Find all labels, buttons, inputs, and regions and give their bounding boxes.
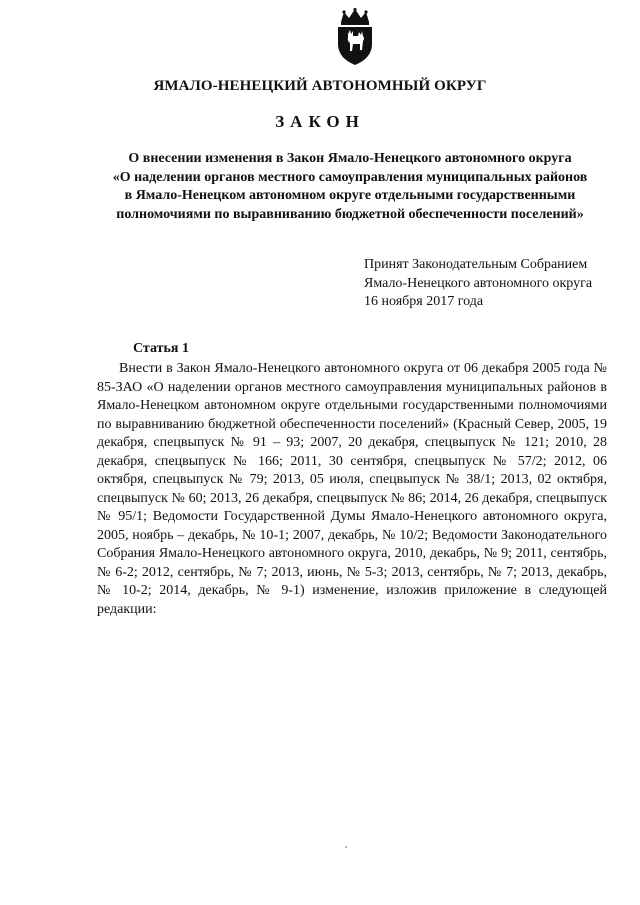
adoption-line: Принят Законодательным Собранием bbox=[364, 257, 588, 272]
article-title: Статья 1 bbox=[133, 341, 189, 356]
subject-line: О внесении изменения в Закон Ямало-Ненецкого автономного округа bbox=[128, 151, 572, 166]
adoption-line: Ямало-Ненецкого автономного округа bbox=[364, 275, 593, 291]
coat-of-arms-icon bbox=[334, 8, 376, 66]
law-subject bbox=[100, 150, 600, 224]
subject-line: «О наделении органов местного самоуправления муниципальных районов bbox=[112, 169, 588, 185]
subject-line: полномочиями по выравниванию бюджетной обеспеченности поселений» bbox=[116, 206, 584, 222]
subject-line: в Ямало-Ненецком автономном округе отдельными государственными bbox=[124, 188, 576, 203]
article-text: Внести в Закон Ямало-Ненецкого автономного округа от 06 декабря 2005 года № 85-ЗАО «О наделении органов местного самоуправления муниципальных районов в Ямало-Ненецком автономном округе отдельными государственными полномочиями по выравниванию бюджетной обеспеченности поселений» (Красный Север, 2005, 19 декабря, спецвыпуск № 91 – 93; 2007, 20 декабря, спецвыпуск № 121; 2010, 28 декабря, спецвыпуск № 166; 2011, 30 сентября, спецвыпуск № 57/2; 2012, 06 октября, спецвыпуск № 79; 2013, 05 июля, спецвыпуск № 38/1; 2013, 02 октября, спецвыпуск № 60; 2013, 26 декабря, спецвыпуск № 86; 2014, 26 декабря, спецвыпуск № 95/1; Ведомости Государственной Думы Ямало-Ненецкого автономного округа, 2005, ноябрь – декабрь, № 10-1; 2007, декабрь, № 10/2; Ведомости Законодательного Собрания Ямало-Ненецкого автономного округа, 2010, декабрь, № 9; 2011, сентябрь, № 6-2; 2012, сентябрь, № 7; 2013, июнь, № 5-3; 2013, сентябрь, № 7; 2013, декабрь, № 10-2; 2014, декабрь, № 9-1) изменение, изложив приложение в следующей редакции: bbox=[97, 361, 607, 617]
scan-speck bbox=[345, 846, 347, 848]
document-type: ЗАКОН bbox=[275, 112, 365, 131]
adoption-date: 16 ноября 2017 года bbox=[364, 294, 484, 309]
adoption-block bbox=[364, 256, 592, 312]
region-title: ЯМАЛО-НЕНЕЦКИЙ АВТОНОМНЫЙ ОКРУГ bbox=[153, 78, 487, 94]
